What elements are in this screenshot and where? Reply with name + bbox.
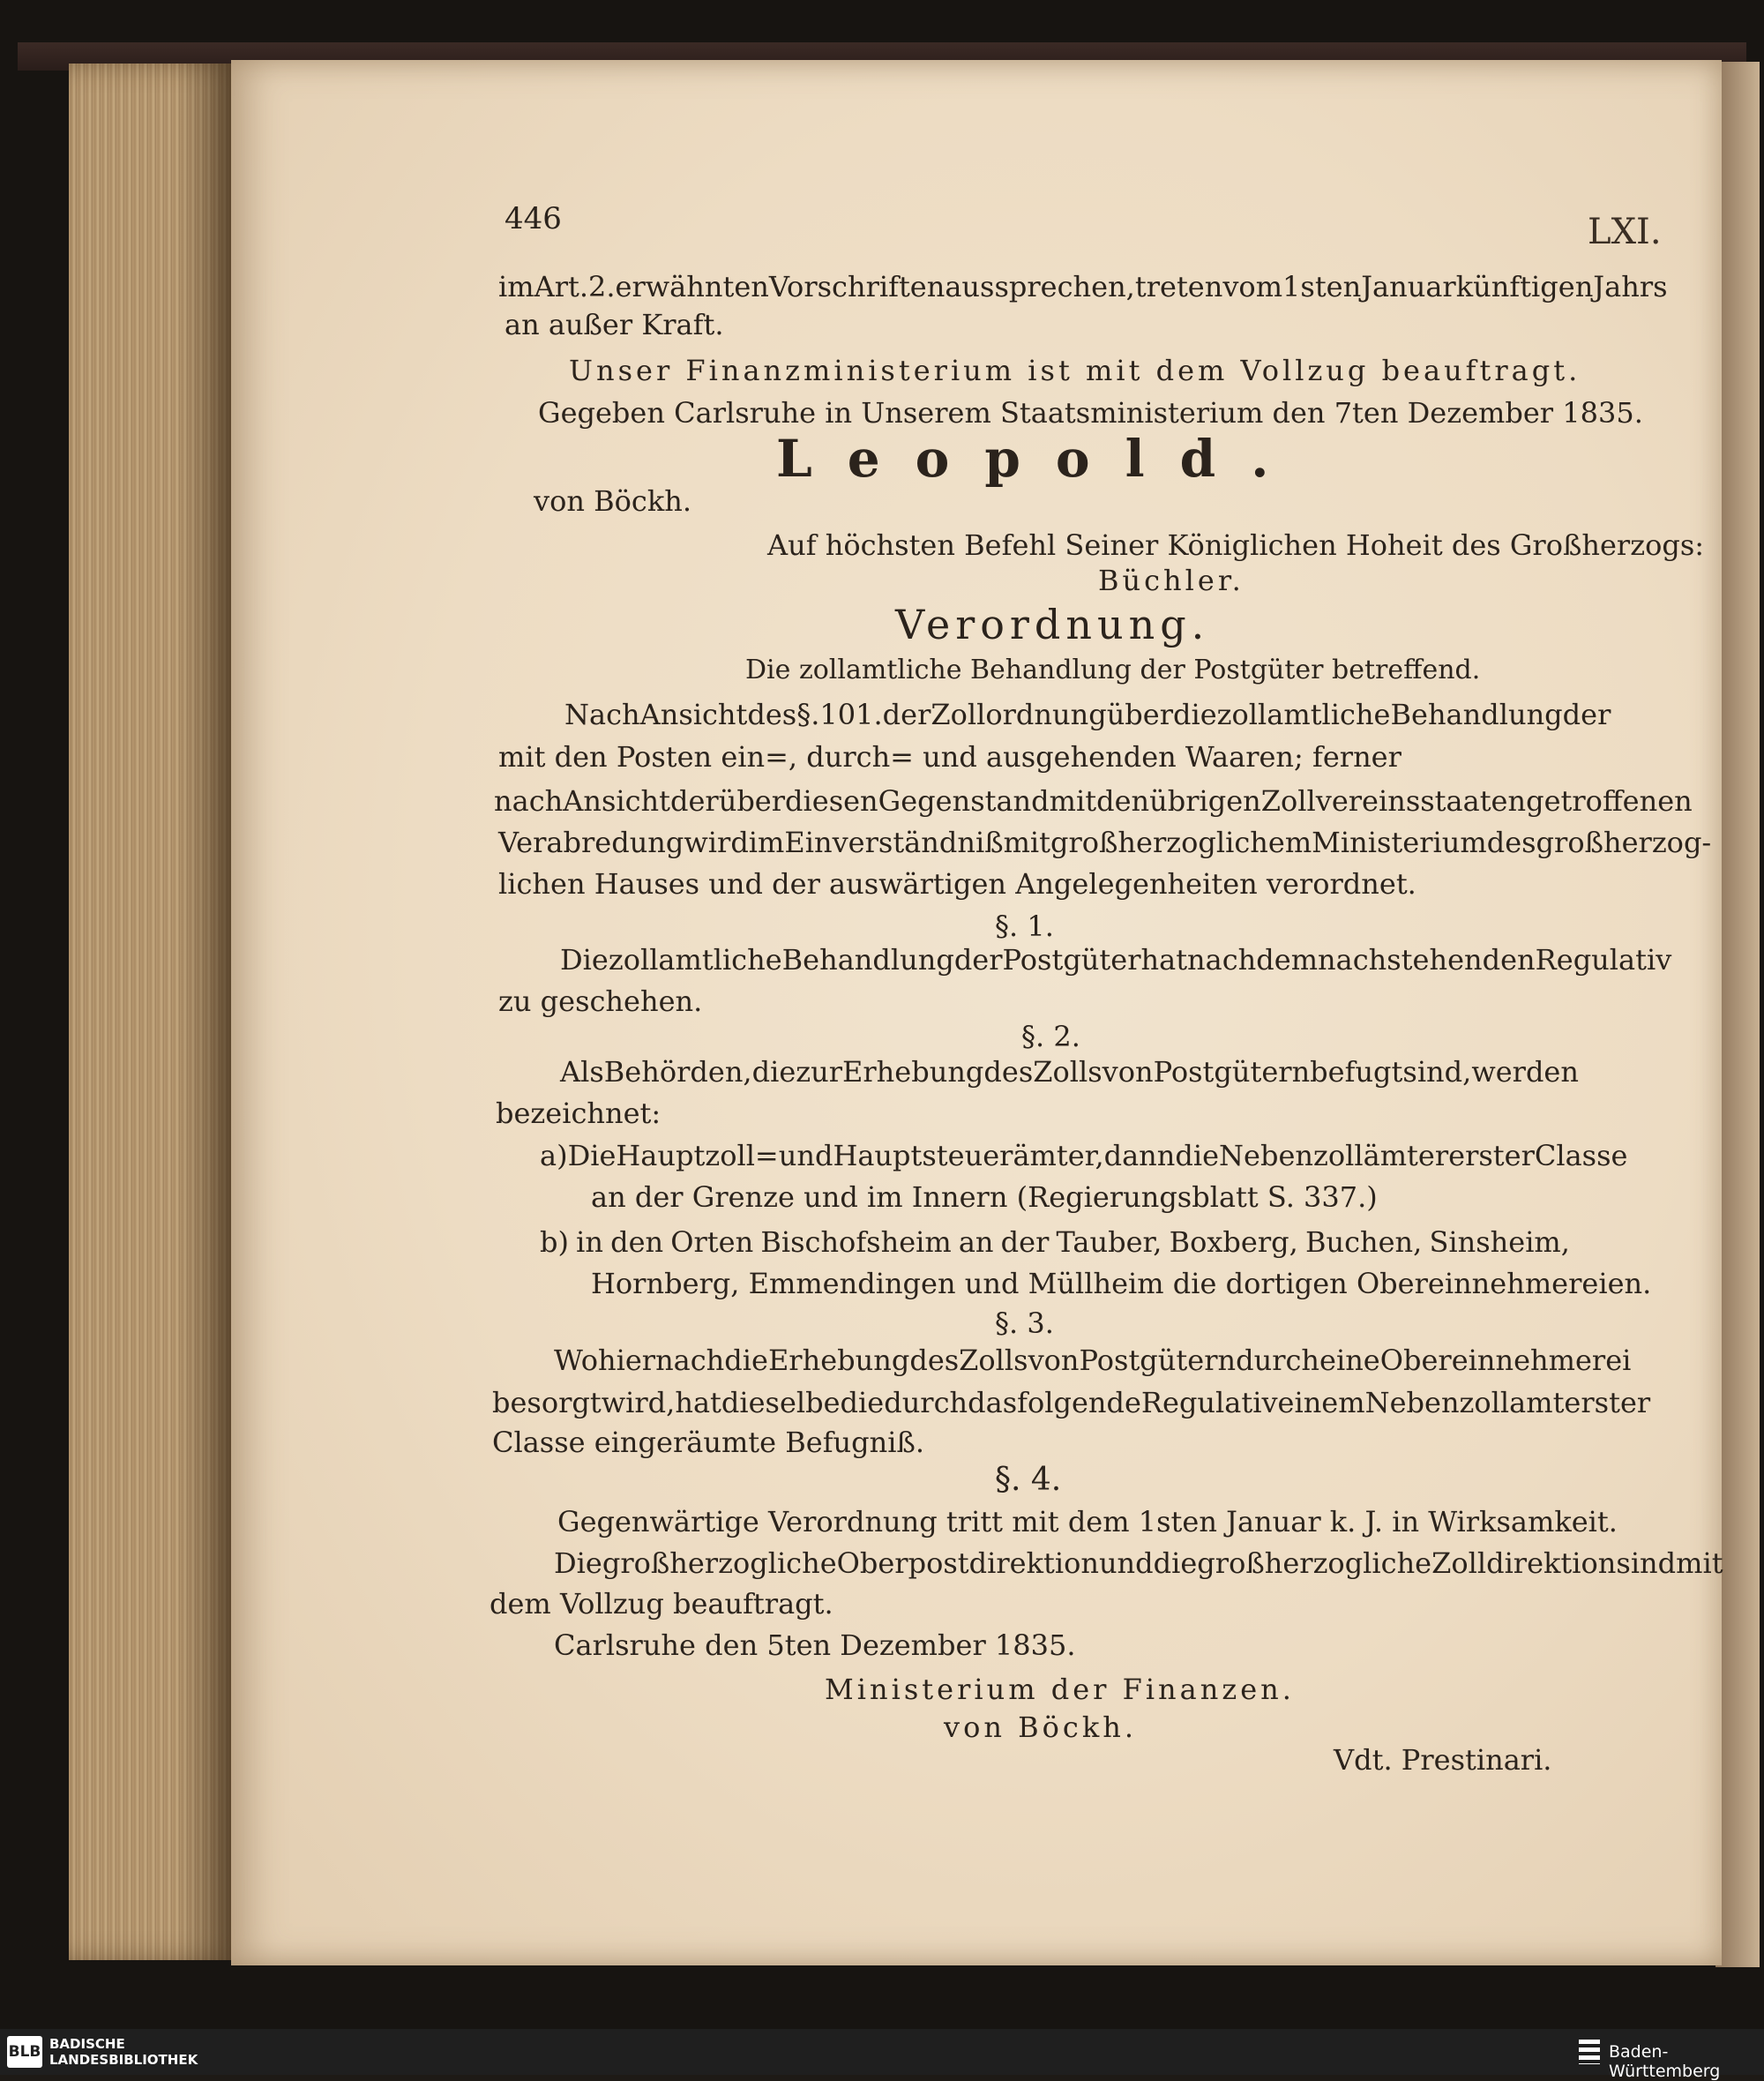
signature-prestinari: Vdt. Prestinari.: [1334, 1743, 1552, 1777]
list-item-a-cont: an der Grenze und im Innern (Regierungsblatt S. 337.): [591, 1180, 1378, 1214]
signature-ministry: Ministerium der Finanzen.: [825, 1673, 1295, 1706]
section-2: §. 2.: [1021, 1020, 1080, 1053]
signature-von-boeckh-1: von Böckh.: [534, 484, 691, 518]
institution-line-2: LANDESBIBLIOTHEK: [49, 2052, 198, 2068]
blb-logo[interactable]: BLB: [7, 2036, 42, 2068]
right-page-header: LXI.: [1588, 212, 1662, 252]
text-line-12: mit den Posten ein=, durch= und ausgehenden Waaren; ferner: [498, 740, 1401, 774]
heading-verordnung: Verordnung.: [895, 601, 1210, 648]
baden-wuerttemberg-lions-icon: [1579, 2040, 1600, 2064]
text-line-11: Nach Ansicht des §. 101. der Zollordnung über die zollamtliche Behandlung der: [564, 698, 1611, 731]
text-line-31: Gegenwärtige Verordnung tritt mit dem 1sten Januar k. J. in Wirksamkeit.: [557, 1505, 1618, 1538]
list-item-b-cont: Hornberg, Emmendingen und Müllheim die dortigen Obereinnehmereien.: [591, 1267, 1652, 1300]
section-4: §. 4.: [995, 1462, 1062, 1498]
text-line-3: Unser Finanzministerium ist mit dem Vollzug beauftragt.: [569, 354, 1581, 387]
facing-page-edge: [1715, 62, 1760, 1967]
viewer-footer: [0, 2029, 1764, 2081]
institution-name: [49, 2036, 198, 2068]
text-line-15: lichen Hauses und der auswärtigen Angelegenheiten verordnet.: [498, 867, 1416, 901]
signature-buechler: Büchler.: [1098, 564, 1245, 597]
page-number: 446: [505, 201, 562, 236]
text-line-21: bezeichnet:: [496, 1097, 662, 1130]
text-line-29: Classe eingeräumte Befugniß.: [492, 1426, 925, 1459]
text-line-17: Die zollamtliche Behandlung der Postgüter hat nach dem nachstehenden Regulativ: [560, 943, 1672, 977]
text-line-14: Verabredung wird im Einverständniß mit großherzoglichem Ministerium des großherzog-: [498, 826, 1712, 859]
list-item-a: a) Die Hauptzoll= und Hauptsteuerämter, dann die Nebenzollämter erster Classe: [540, 1139, 1628, 1172]
text-line-20: Als Behörden, die zur Erhebung des Zolls von Postgütern befugt sind, werden: [560, 1055, 1579, 1089]
text-line-33: dem Vollzug beauftragt.: [490, 1587, 833, 1621]
text-line-28: besorgt wird, hat dieselbe die durch das folgende Regulativ einem Nebenzollamt erster: [492, 1386, 1651, 1419]
text-line-4: Gegeben Carlsruhe in Unserem Staatsministerium den 7ten Dezember 1835.: [538, 396, 1643, 430]
text-line-27: Wo hiernach die Erhebung des Zolls von Postgütern durch eine Obereinnehmerei: [554, 1344, 1632, 1377]
section-1: §. 1.: [995, 910, 1054, 943]
text-line-1: im Art. 2. erwähnten Vorschriften aussprechen, treten vom 1sten Januar künftigen Jahrs: [498, 270, 1668, 303]
text-line-13: nach Ansicht der über diesen Gegenstand mit den übrigen Zollvereinsstaaten getroffenen: [494, 784, 1693, 818]
text-line-32: Die großherzogliche Oberpostdirektion und die großherzogliche Zolldirektion sind mit: [554, 1546, 1723, 1580]
baden-wuerttemberg-label[interactable]: Baden-Württemberg: [1609, 2042, 1721, 2081]
text-line-18: zu geschehen.: [498, 984, 703, 1018]
subheading: Die zollamtliche Behandlung der Postgüter betreffend.: [745, 655, 1481, 685]
list-item-b: b) in den Orten Bischofsheim an der Tauber, Boxberg, Buchen, Sinsheim,: [540, 1225, 1570, 1259]
institution-line-1: BADISCHE: [49, 2036, 125, 2052]
text-line-2: an außer Kraft.: [505, 308, 724, 341]
text-line-34: Carlsruhe den 5ten Dezember 1835.: [554, 1628, 1076, 1662]
signature-leopold: Leopold.: [776, 429, 1304, 489]
text-line-authority: Auf höchsten Befehl Seiner Königlichen Hoheit des Großherzogs:: [767, 528, 1705, 562]
section-3: §. 3.: [995, 1306, 1054, 1340]
signature-von-boeckh-2: von Böckh.: [944, 1710, 1137, 1744]
